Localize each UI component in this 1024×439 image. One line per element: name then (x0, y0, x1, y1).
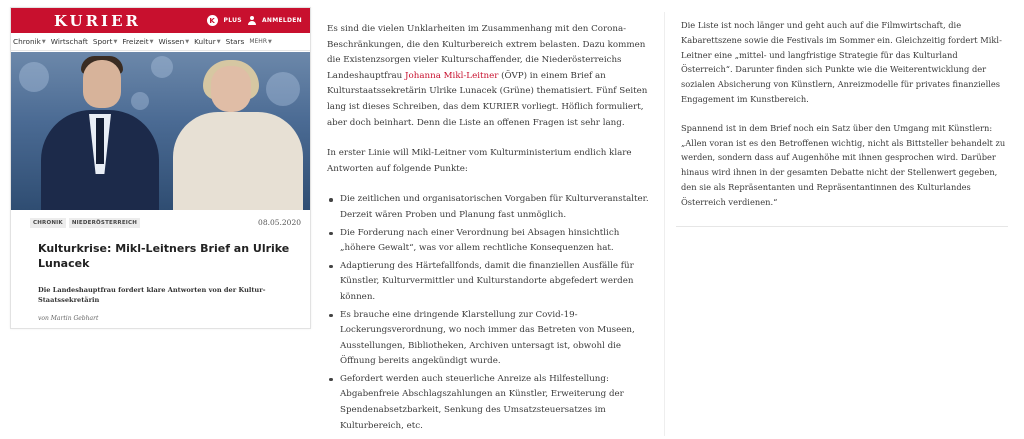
list-item: Gefordert werden auch steuerliche Anreize als Hilfestellung: Abgabenfreie Abschlagszahlungen an Künstler, Erweiterung der Spendenabsetzbarkeit, Senkung des Umsatzsteuersatzes im Kulturbereich, etc. (327, 372, 657, 434)
login-link[interactable]: ANMELDEN (261, 17, 302, 24)
list-item: Es brauche eine dringende Klarstellung zur Covid-19-Lockerungsverordnung, wo noch immer das Betreten von Museen, Ausstellungen, Bibliotheken, Archiven untersagt ist, obwohl die Öffnung bereits angekündigt wurde. (327, 308, 657, 370)
nav-item-wirtschaft[interactable]: Wirtschaft (50, 37, 88, 46)
chevron-down-icon: ▼ (268, 38, 272, 45)
kurier-logo[interactable]: KURIER (54, 11, 141, 30)
list-item: Die zeitlichen und organisatorischen Vorgaben für Kulturveranstalter. Derzeit wären Proben und Planung fast unmöglich. (327, 192, 657, 223)
article-teaser: Die Landeshauptfrau fordert klare Antworten von der Kultur-Staatssekretärin (38, 286, 266, 304)
nav-item-stars[interactable]: Stars (225, 37, 245, 46)
chevron-down-icon: ▼ (149, 38, 154, 45)
nav-item-chronik[interactable]: Chronik ▼ (13, 37, 46, 46)
kurier-plus-icon[interactable]: K (207, 15, 218, 26)
chevron-down-icon: ▼ (41, 38, 46, 45)
user-icon[interactable] (248, 16, 256, 25)
chevron-down-icon: ▼ (185, 38, 190, 45)
nav-item-sport[interactable]: Sport ▼ (92, 37, 118, 46)
article-tags (30, 218, 140, 228)
article-headline: Kulturkrise: Mikl-Leitners Brief an Ulrike Lunacek (38, 242, 290, 270)
paragraph-strategy: Die Liste ist noch länger und geht auch auf die Filmwirtschaft, die Kabarettszene sowie die Festivals im Sommer ein. Gleichzeitig fordert Mikl-Leitner eine „mittel- und langfristige Strategie für das Kulturland Österreich“. Darunter finden sich Punkte wie die Weiterentwicklung der sozialen Absicherung von Künstlern, Anreizmodelle für privates finanzielles Engagement im Kunstbereich. (681, 20, 1002, 104)
nav-item-freizeit[interactable]: Freizeit ▼ (122, 37, 154, 46)
hero-photo[interactable] (11, 52, 310, 210)
article-author: von Martin Gebhart (38, 315, 99, 322)
chevron-down-icon: ▼ (216, 38, 221, 45)
chevron-down-icon: ▼ (113, 38, 118, 45)
plus-link[interactable]: PLUS (223, 17, 242, 24)
list-item: Adaptierung des Härtefallfonds, damit die finanziellen Ausfälle für Künstler, Kulturvermittler und Kulturstandorte abgefedert werden können. (327, 259, 657, 306)
paragraph-intro: Es sind die vielen Unklarheiten im Zusammenhang mit den Corona-Beschränkungen, die den Kulturbereich extrem belasten. Dazu kommen die Existenzsorgen vieler Kulturschaffender, die Niederösterreichs Landeshauptfrau Johanna Mikl-Leitner (ÖVP) in einem Brief an Kulturstaatssekretärin Ulrike Lunacek (Grüne) thematisiert. Fünf Seiten lang ist dieses Schreiben, das dem KURIER vorliegt. Höflich formuliert, aber doch beinhart. Denn die Liste an offenen Fragen ist sehr lang. (327, 24, 648, 128)
section-nav (11, 33, 310, 51)
list-item: Die Forderung nach einer Verordnung bei Absagen hinsichtlich „höhere Gewalt“, was vor allem rechtliche Konsequenzen hat. (327, 226, 657, 257)
paragraph-demands-intro: In erster Linie will Mikl-Leitner vom Kulturministerium endlich klare Antworten auf folgende Punkte: (327, 148, 632, 174)
header-actions (207, 8, 302, 33)
article-body-right (676, 8, 1008, 228)
divider (676, 226, 1008, 227)
person-link-mikl-leitner[interactable]: Johanna Mikl-Leitner (405, 70, 499, 81)
tag-niederoesterreich[interactable]: NIEDERÖSTERREICH (69, 218, 140, 228)
nav-item-kultur[interactable]: Kultur ▼ (194, 37, 221, 46)
demands-list (327, 192, 657, 434)
tag-chronik[interactable]: CHRONIK (30, 218, 66, 228)
publish-date: 08.05.2020 (258, 218, 301, 227)
paragraph-quote: Spannend ist in dem Brief noch ein Satz über den Umgang mit Künstlern: „Allen voran ist es den Betroffenen wichtig, nicht als Bittsteller behandelt zu werden, sondern dass auf Augenhöhe mit ihnen gesprochen wird. Darüber hinaus wird ihnen in der gesamten Debatte nicht der Stellenwert gegeben, den sie als Repräsentanten und Repräsentantinnen des Kulturlandes Österreich verdienen.“ (681, 122, 1006, 207)
nav-more-button[interactable]: MEHR ▼ (249, 38, 272, 45)
site-header (11, 8, 310, 33)
article-body-middle (317, 12, 665, 436)
article-card (10, 7, 311, 329)
nav-item-wissen[interactable]: Wissen ▼ (158, 37, 190, 46)
